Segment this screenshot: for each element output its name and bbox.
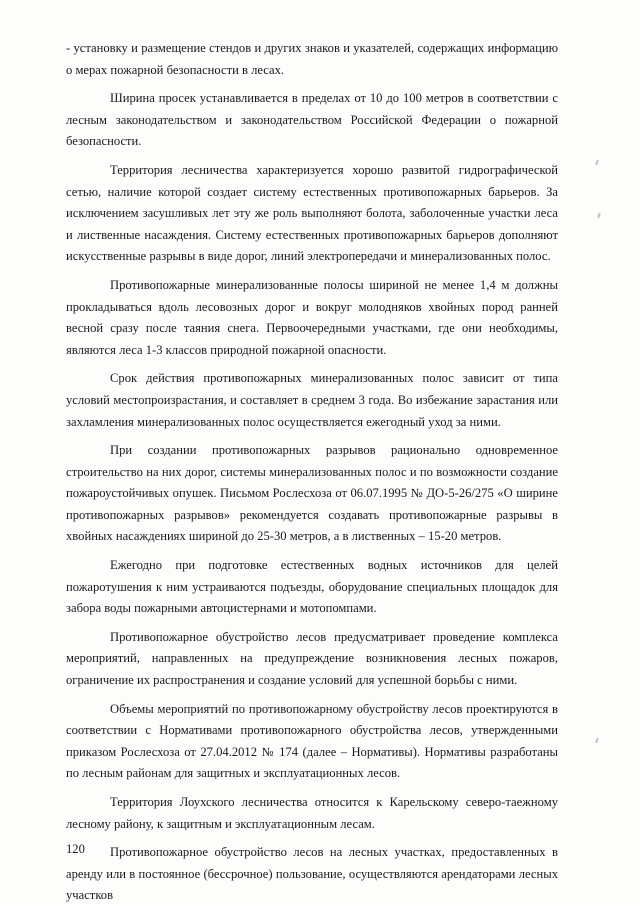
paragraph: Противопожарное обустройство лесов предусматривает проведение комплекса мероприятий, направленных на предупреждение возникновения лесных пожаров, ограничение их распространения и создание условий для успешной борьбы с ними.	[66, 629, 558, 688]
page-number: 120	[66, 842, 85, 856]
paragraph-list-item: - установку и размещение стендов и других знаков и указателей, содержащих информацию о мерах пожарной безопасности в лесах.	[66, 41, 558, 77]
body-text	[66, 38, 558, 914]
paragraph: Противопожарные минерализованные полосы шириной не менее 1,4 м должны прокладываться вдоль лесовозных дорог и вокруг молодняков хвойных пород ранней весной сразу после таяния снега. Первоочередными участками, где они необходимы, являются леса 1-3 классов природной пожарной опасности.	[66, 277, 558, 357]
paragraph: Противопожарное обустройство лесов на лесных участках, предоставленных в аренду или в постоянное (бессрочное) пользование, осуществляются арендаторами лесных участков	[66, 845, 558, 903]
paragraph: Срок действия противопожарных минерализованных полос зависит от типа условий местопроизрастания, и составляет в среднем 3 года. Во избежание зарастания или захламления минерализованных полос осуществляется ежегодный уход за ними.	[66, 371, 558, 429]
paragraph: Ежегодно при подготовке естественных водных источников для целей пожаротушения к ним устраиваются подъезды, оборудование специальных площадок для забора воды пожарными автоцистернами и мотопомпами.	[66, 558, 558, 616]
paragraph: Территория Лоухского лесничества относится к Карельскому северо-таежному лесному району, к защитным и эксплуатационным лесам.	[66, 795, 558, 831]
scan-speck	[595, 160, 599, 165]
paragraph: Ширина просек устанавливается в пределах от 10 до 100 метров в соответствии с лесным законодательством и законодательством Российской Федерации о пожарной безопасности.	[66, 91, 558, 149]
paragraph: При создании противопожарных разрывов рационально одновременное строительство на них дорог, системы минерализованных полос и по возможности создание пожароустойчивых опушек. Письмом Рослесхоза от 06.07.1995 № ДО-5-26/275 «О ширине противопожарных разрывов» рекомендуется создавать противопожарные разрывы в хвойных насаждениях шириной до 25-30 метров, а в лиственных – 15-20 метров.	[66, 443, 558, 544]
paragraph: Территория лесничества характеризуется хорошо развитой гидрографической сетью, наличие которой создает систему естественных противопожарных барьеров. За исключением засушливых лет эту же роль выполняют болота, заболоченные участки леса и лиственные насаждения. Систему естественных противопожарных барьеров дополняют искусственные разрывы в виде дорог, линий электропередачи и минерализованных полос.	[66, 162, 558, 264]
scan-speck	[597, 213, 601, 218]
scan-speck	[595, 738, 599, 743]
paragraph: Объемы мероприятий по противопожарному обустройству лесов проектируются в соответствии с Нормативами противопожарного обустройства лесов, утвержденными приказом Рослесхоза от 27.04.2012 № 174 (далее – Нормативы). Нормативы разработаны по лесным районам для защитных и эксплуатационных лесов.	[66, 701, 558, 781]
